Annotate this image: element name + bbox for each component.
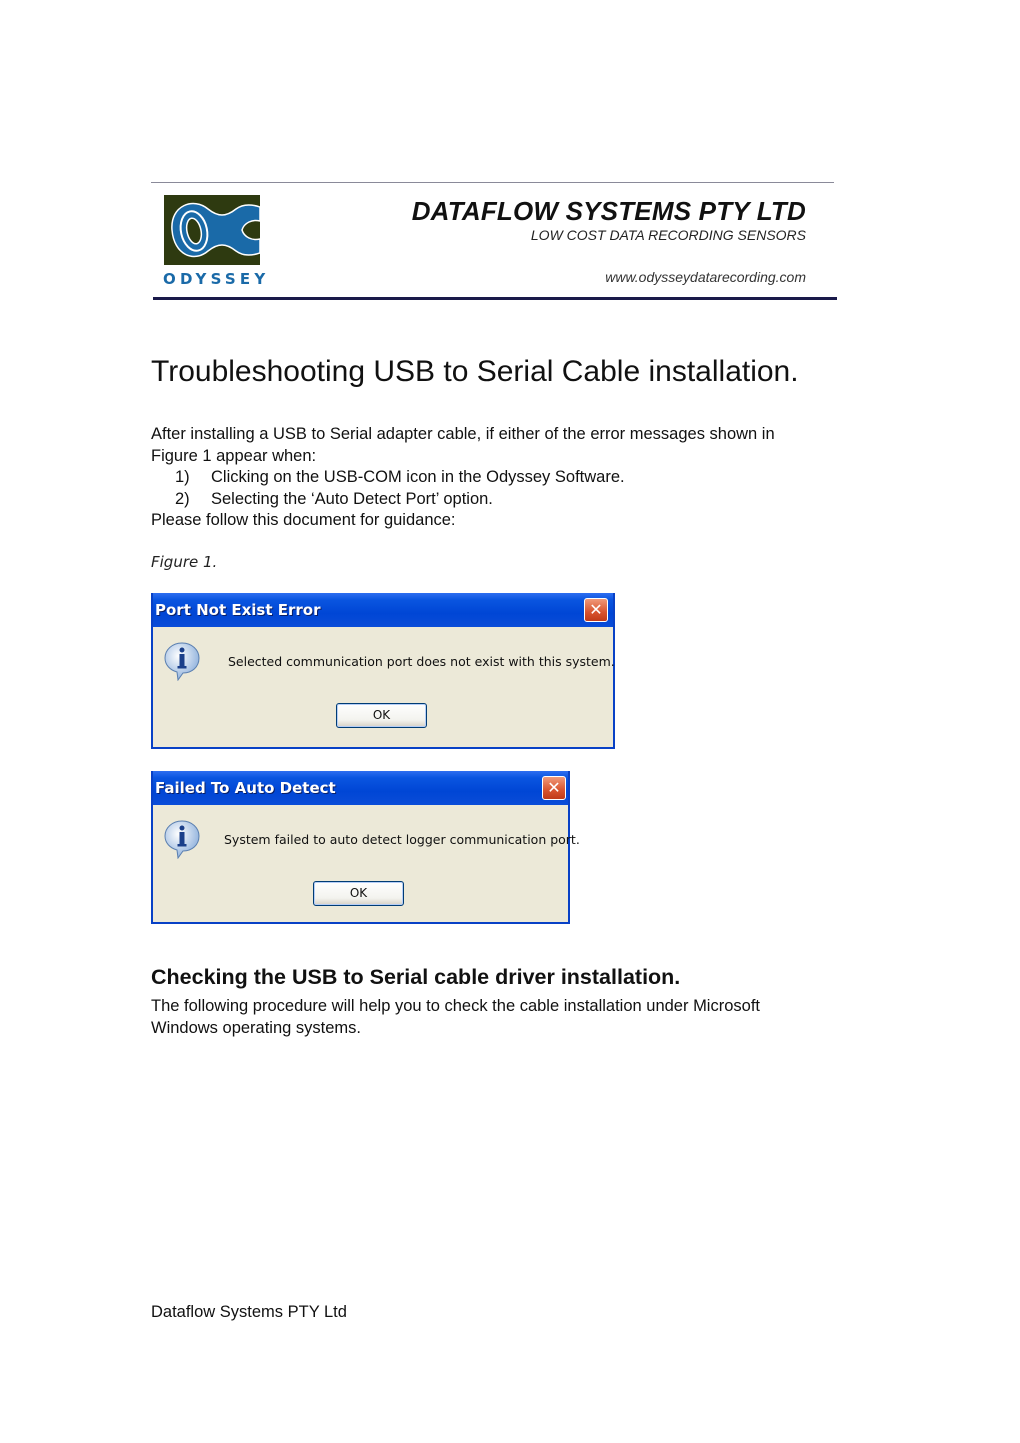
section-line-1: The following procedure will help you to check the cable installation under Microsoft xyxy=(151,997,760,1015)
close-button[interactable] xyxy=(542,776,566,800)
dialog-title: Port Not Exist Error xyxy=(155,601,321,619)
list-item xyxy=(175,467,625,489)
letterhead xyxy=(151,188,837,300)
section-line-2: Windows operating systems. xyxy=(151,1018,361,1037)
steps-list xyxy=(175,467,625,510)
step-number: 1) xyxy=(175,468,190,486)
intro-line-1: After installing a USB to Serial adapter cable, if either of the error messages shown in xyxy=(151,425,775,443)
header-bottom-rule xyxy=(153,297,837,300)
figure-caption: Figure 1. xyxy=(151,553,218,571)
page-title: Troubleshooting USB to Serial Cable installation. xyxy=(151,355,799,388)
dialog-message: System failed to auto detect logger communication port. xyxy=(224,832,580,847)
close-icon: ✕ xyxy=(589,600,603,619)
header-top-rule xyxy=(151,182,834,183)
section-heading: Checking the USB to Serial cable driver installation. xyxy=(151,965,681,989)
dialog-titlebar xyxy=(153,593,613,627)
dialog-title: Failed To Auto Detect xyxy=(155,779,336,797)
port-not-exist-dialog xyxy=(151,593,615,749)
company-url: www.odysseydatarecording.com xyxy=(605,269,806,285)
odyssey-logo-icon xyxy=(164,195,260,265)
intro-line-2: Figure 1 appear when: xyxy=(151,446,317,465)
step-number: 2) xyxy=(175,489,190,508)
section-paragraph xyxy=(151,996,760,1039)
close-button[interactable] xyxy=(584,598,608,622)
info-icon xyxy=(163,819,201,859)
info-icon xyxy=(163,641,201,681)
ok-button[interactable]: OK xyxy=(336,703,427,728)
dialog-message: Selected communication port does not exist with this system. xyxy=(228,654,615,669)
failed-auto-detect-dialog xyxy=(151,771,580,924)
logo-wordmark: ODYSSEY xyxy=(163,270,270,288)
step-text: Clicking on the USB-COM icon in the Odyssey Software. xyxy=(211,468,625,486)
step-text: Selecting the ‘Auto Detect Port’ option. xyxy=(211,489,493,508)
company-name: DATAFLOW SYSTEMS PTY LTD xyxy=(411,196,806,226)
intro-paragraph xyxy=(151,424,775,467)
company-tagline: LOW COST DATA RECORDING SENSORS xyxy=(530,227,806,243)
ok-button[interactable]: OK xyxy=(313,881,404,906)
list-item xyxy=(175,489,625,511)
dialog-titlebar xyxy=(153,771,568,805)
guidance-text: Please follow this document for guidance: xyxy=(151,511,456,529)
close-icon: ✕ xyxy=(547,778,561,797)
page-footer: Dataflow Systems PTY Ltd xyxy=(151,1303,347,1321)
